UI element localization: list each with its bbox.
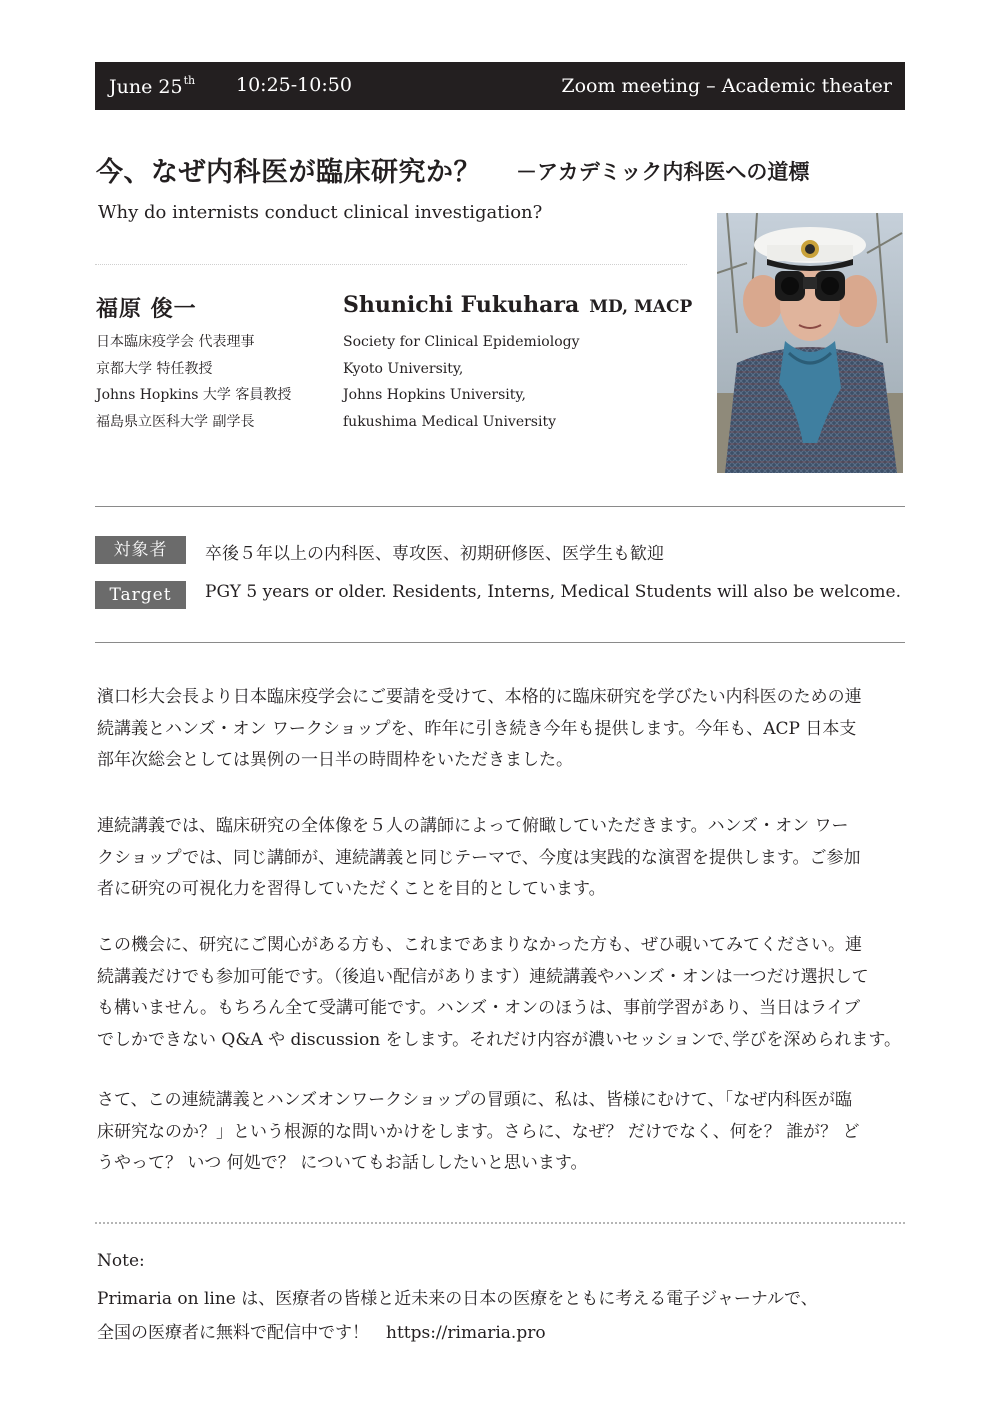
paragraph-line: 床研究なのか？」という根源的な問いかけをします。さらに、なぜ？ だけでなく、何を？ 誰が？ ど — [97, 1121, 860, 1142]
speaker-degree: MD, MACP — [589, 297, 693, 317]
speaker-name-en: Shunichi Fukuhara MD, MACP — [343, 292, 693, 318]
paragraph-line: 部年次総会としては異例の一日半の時間枠をいただきました。 — [97, 750, 573, 770]
affiliation-jp-item: 福島県立医科大学 副学長 — [96, 413, 255, 430]
speaker-name-jp: 福原 俊一 — [96, 296, 197, 322]
paragraph-line: うやって？ いつ 何処で？ についてもお話ししたいと思います。 — [97, 1153, 588, 1173]
section-divider — [95, 506, 905, 507]
target-label-jp: 対象者 — [95, 536, 186, 564]
paragraph-line: 続講義とハンズ・オン ワークショップを、昨年に引き続き今年も提供します。今年も、ACP 日本支 — [97, 718, 857, 739]
note-line: Primaria on line は、医療者の皆様と近未来の日本の医療をともに考える電子ジャーナルで、 — [97, 1289, 818, 1309]
body-paragraph-4 — [97, 1085, 927, 1180]
body-paragraph-3 — [97, 930, 927, 1056]
session-date: June 25th — [109, 74, 196, 98]
session-time: 10:25-10:50 — [236, 74, 352, 96]
speaker-photo — [717, 213, 903, 473]
affiliation-jp-item: 京都大学 特任教授 — [96, 360, 213, 377]
note-line: 全国の医療者に無料で配信中です！ https://rimaria.pro — [97, 1323, 546, 1343]
affiliations-jp — [96, 329, 291, 435]
paragraph-line: 続講義だけでも参加可能です。（後追い配信があります）連続講義やハンズ・オンは一つだけ選択して — [97, 966, 869, 987]
date-suffix: th — [183, 74, 196, 87]
target-text-jp: 卒後５年以上の内科医、専攻医、初期研修医、医学生も歓迎 — [205, 544, 664, 564]
section-divider — [95, 642, 905, 643]
paragraph-line: さて、この連続講義とハンズオンワークショップの冒頭に、私は、皆様にむけて、「なぜ内科医が臨 — [97, 1090, 852, 1110]
affiliations-en — [343, 329, 580, 435]
paragraph-line: 者に研究の可視化力を習得していただくことを目的としています。 — [97, 879, 606, 899]
page-title: 今、なぜ内科医が臨床研究か？ — [96, 157, 481, 188]
affiliation-en-item: fukushima Medical University — [343, 413, 557, 430]
paragraph-line: この機会に、研究にご関心がある方も、これまであまりなかった方も、ぜひ覗いてみてください。連 — [97, 935, 862, 955]
paragraph-line: も構いません。もちろん全て受講可能です。ハンズ・オンのほうは、事前学習があり、当日はライブ — [97, 998, 861, 1018]
session-venue: Zoom meeting – Academic theater — [561, 75, 892, 97]
affiliation-en-item: Society for Clinical Epidemiology — [343, 334, 580, 350]
affiliation-jp-item: 日本臨床疫学会 代表理事 — [96, 334, 255, 350]
affiliation-en-item: Johns Hopkins University, — [343, 387, 526, 403]
paragraph-line: クショップでは、同じ講師が、連続講義と同じテーマで、今度は実践的な演習を提供します。ご参加 — [97, 847, 861, 868]
title-english: Why do internists conduct clinical investigation? — [98, 202, 543, 223]
paragraph-line: 濱口杉大会長より日本臨床疫学会にご要請を受けて、本格的に臨床研究を学びたい内科医のための連 — [97, 687, 862, 707]
target-label-en: Target — [95, 581, 186, 609]
body-paragraph-1 — [97, 682, 927, 777]
session-header-bar — [95, 62, 905, 110]
paragraph-line: でしかできない Q&A や discussion をします。それだけ内容が濃いセッションで､学びを深められます。 — [97, 1029, 901, 1050]
affiliation-jp-item: Johns Hopkins 大学 客員教授 — [96, 387, 292, 403]
target-text-en: PGY 5 years or older. Residents, Interns, Medical Students will also be welcome. — [205, 582, 902, 602]
body-paragraph-2 — [97, 811, 927, 906]
page-subtitle: －アカデミック内科医への道標 — [516, 159, 810, 184]
note-label: Note: — [97, 1251, 145, 1271]
affiliation-en-item: Kyoto University, — [343, 360, 464, 377]
speaker-photo-illustration — [717, 213, 903, 473]
paragraph-line: 連続講義では、臨床研究の全体像を５人の講師によって俯瞰していただきます。ハンズ・オン ワー — [97, 816, 849, 836]
note-divider — [95, 1222, 905, 1224]
title-divider — [95, 264, 687, 265]
